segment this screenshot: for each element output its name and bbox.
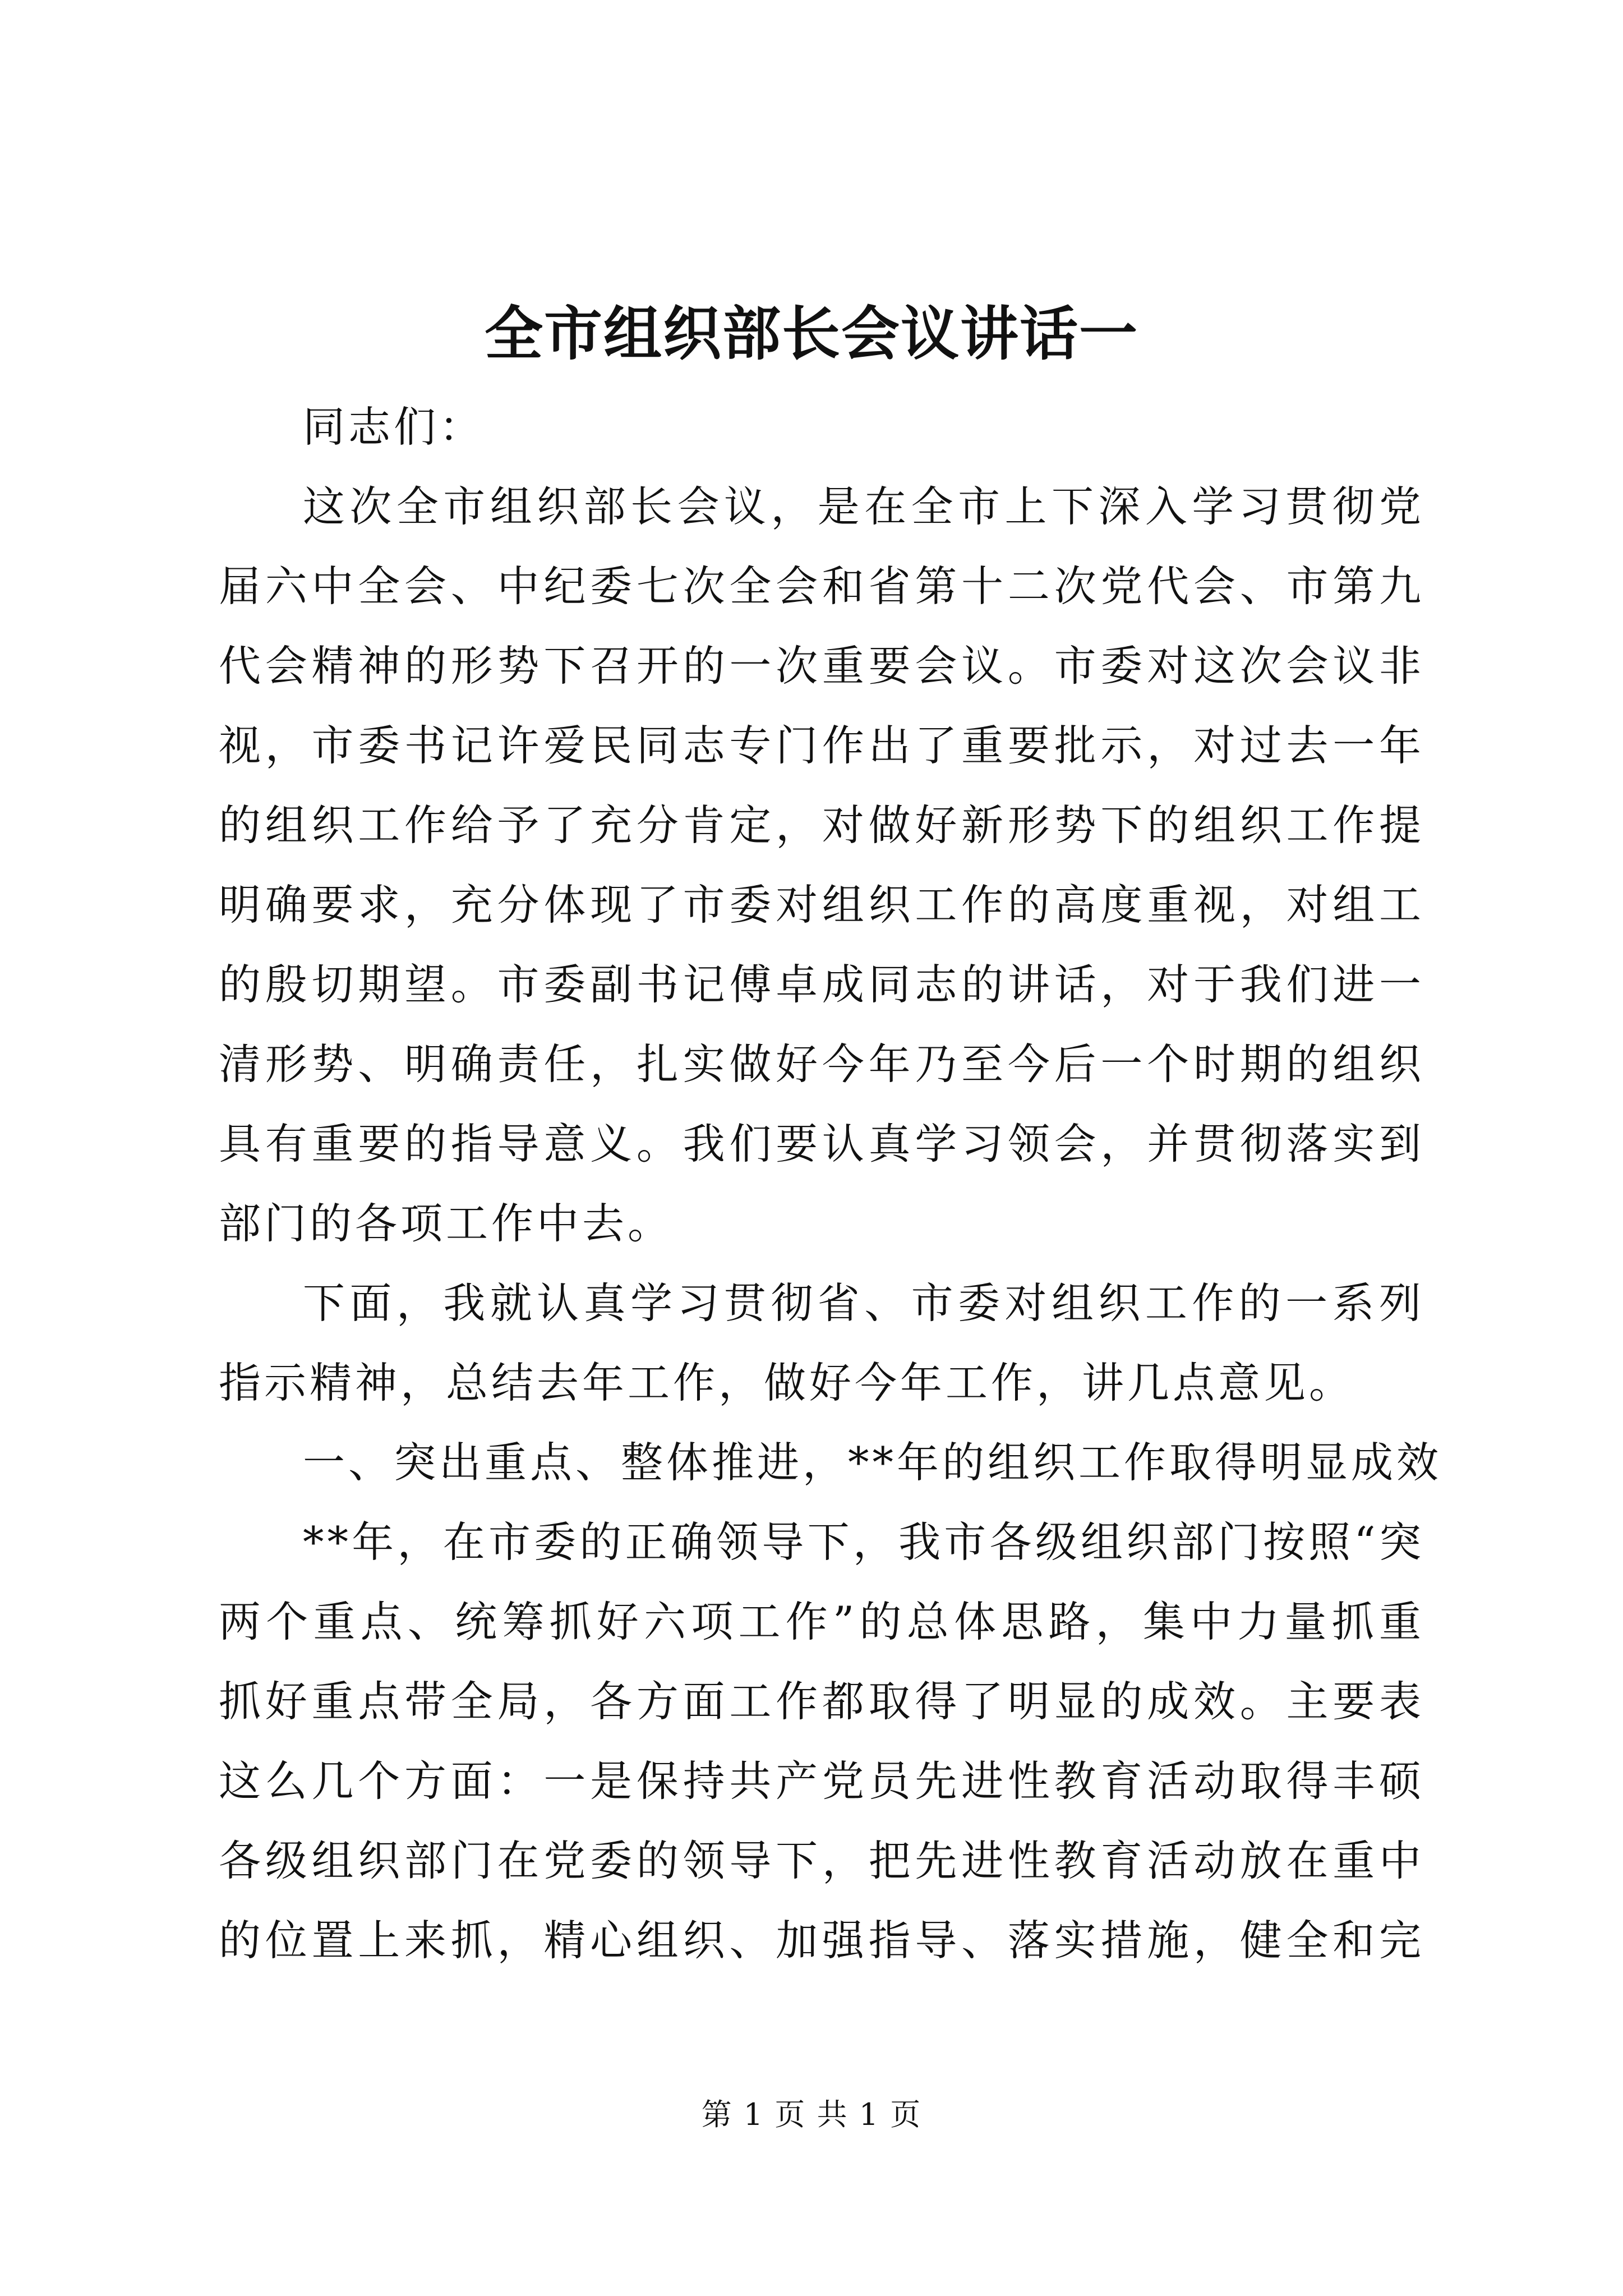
paragraph-line: 代会精神的形势下召开的一次重要会议。市委对这次会议非	[219, 641, 1424, 691]
section-heading: 一、突出重点、整体推进，**年的组织工作取得明显成效	[303, 1438, 1442, 1487]
paragraph-line: 的殷切期望。市委副书记傅卓成同志的讲话，对于我们进一	[219, 960, 1424, 1009]
paragraph-line: 这么几个方面：一是保持共产党员先进性教育活动取得丰硕	[219, 1756, 1424, 1806]
paragraph-line: 的位置上来抓，精心组织、加强指导、落实措施，健全和完	[219, 1916, 1424, 1965]
salutation-line: 同志们：	[303, 402, 485, 452]
paragraph-line: 这次全市组织部长会议，是在全市上下深入学习贯彻党	[303, 482, 1424, 531]
page-number-footer: 第 1 页 共 1 页	[701, 2097, 922, 2132]
document-title: 全市组织部长会议讲话一	[484, 299, 1138, 368]
paragraph-line: 明确要求，充分体现了市委对组织工作的高度重视，对组工	[219, 880, 1424, 930]
paragraph-line: 指示精神，总结去年工作，做好今年工作，讲几点意见。	[219, 1358, 1355, 1407]
document-body	[219, 387, 1442, 1980]
paragraph-line: 具有重要的指导意义。我们要认真学习领会，并贯彻落实到	[219, 1119, 1424, 1168]
paragraph-line: 部门的各项工作中去。	[219, 1199, 674, 1248]
paragraph-line: **年，在市委的正确领导下，我市各级组织部门按照“突	[303, 1517, 1424, 1567]
paragraph-line: 抓好重点带全局，各方面工作都取得了明显的成效。主要表	[219, 1677, 1424, 1726]
paragraph-line: 清形势、明确责任，扎实做好今年乃至今后一个时期的组织	[219, 1039, 1424, 1089]
paragraph-line: 的组织工作给予了充分肯定，对做好新形势下的组织工作提	[219, 800, 1424, 850]
paragraph-line: 下面，我就认真学习贯彻省、市委对组织工作的一系列	[303, 1278, 1424, 1328]
paragraph-line: 两个重点、统筹抓好六项工作”的总体思路，集中力量抓重	[219, 1597, 1424, 1646]
paragraph-line: 届六中全会、中纪委七次全会和省第十二次党代会、市第九	[219, 562, 1424, 611]
paragraph-line: 视，市委书记许爱民同志专门作出了重要批示，对过去一年	[219, 721, 1424, 770]
paragraph-line: 各级组织部门在党委的领导下，把先进性教育活动放在重中	[219, 1836, 1424, 1885]
